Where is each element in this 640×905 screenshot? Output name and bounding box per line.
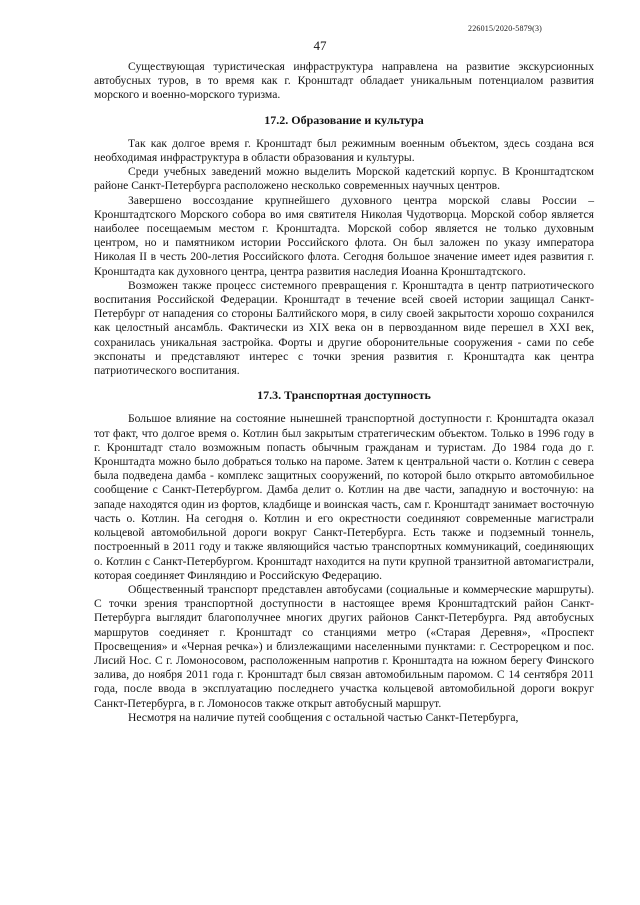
paragraph: Возможен также процесс системного превращения г. Кронштадта в центр патриотического воспитания Российской Федерации. Кронштадт в течение всей своей истории защищал Санкт-Петербург от нападения со стороны Балтийского моря, в силу своей закрытости хорошо сохранился как целостный ансамбль. Фактически из XIX века он в первозданном виде перешел в XXI век, сохранилась уникальная застройка. Форты и другие оборонительные сооружения - сами по себе экспонаты и представляют интерес с точки зрения развития г. Кронштадта как центра патриотического воспитания. xyxy=(94,278,594,378)
section-heading-transport: 17.3. Транспортная доступность xyxy=(257,388,431,403)
intro-paragraph: Существующая туристическая инфраструктура направлена на развитие экскурсионных автобусных туров, в то время как г. Кронштадт обладает уникальным потенциалом развития морского и военно-морского туризма. xyxy=(94,60,594,102)
paragraph: Среди учебных заведений можно выделить Морской кадетский корпус. В Кронштадтском районе Санкт-Петербурга расположено несколько современных научных центров. xyxy=(94,165,594,193)
paragraph: Так как долгое время г. Кронштадт был режимным военным объектом, здесь создана вся необходимая инфраструктура в области образования и культуры. xyxy=(94,136,594,165)
paragraph: Несмотря на наличие путей сообщения с остальной частью Санкт-Петербурга, xyxy=(128,710,519,724)
document-id: 226015/2020-5879(3) xyxy=(468,24,543,33)
section-heading-education: 17.2. Образование и культура xyxy=(264,112,424,127)
page-number: 47 xyxy=(313,38,327,53)
paragraph: Завершено воссоздание крупнейшего духовного центра морской славы России – Кронштадтского Морского собора во имя святителя Николая Чудотворца. Морской собор является наиболее посещаемым местом г. Кронштадта. Морской собор является не только духовным центром, но и памятником истории Российского флота. Он был заложен по указу императора Николая II в честь 200-летия Российского флота. Сегодня большое значение имеет идея развития г. Кронштадта как духовного центра, центра развития наследия Иоанна Кронштадтского. xyxy=(94,193,594,278)
paragraph: Общественный транспорт представлен автобусами (социальные и коммерческие маршруты). С точки зрения транспортной доступности в настоящее время Кронштадтский район Санкт-Петербурга выглядит благополучнее многих других районов Санкт-Петербурга. Ряд автобусных маршрутов соединяет г. Кронштадт со станциями метро («Старая Деревня», «Проспект Просвещения» и «Черная речка») и близлежащими населенными пунктами: г. Сестрорецком и пос. Лисий Нос. С г. Ломоносовом, расположенным напротив г. Кронштадта на южном берегу Финского залива, до ноября 2011 года г. Кронштадт был связан автомобильным паромом. С 14 сентября 2011 года, после ввода в эксплуатацию последнего участка кольцевой автомобильной дороги вокруг Санкт-Петербурга, в г. Ломоносов также открыт автобусный маршрут. xyxy=(94,582,594,710)
paragraph: Большое влияние на состояние нынешней транспортной доступности г. Кронштадта оказал тот факт, что долгое время о. Котлин был закрытым стратегическим объектом. Только в 1996 году в г. Кронштадт стало возможным попасть обычным гражданам и туристам. До 1984 года до г. Кронштадта можно было добраться только на пароме. Затем к центральной части о. Котлин с севера была подведена дамба - комплекс защитных сооружений, по которой было открыто автомобильное сообщение с Санкт-Петербургом. Дамба делит о. Котлин на две части, западную и восточную: на западе находятся один из фортов, кладбище и воинская часть, сам г. Кронштадт занимает восточную часть о. Котлин. На сегодня о. Котлин и его окрестности соединяют современные магистрали кольцевой автомобильной дороги вокруг Санкт-Петербурга. Есть также и подземный тоннель, построенный в 2011 году и также являющийся частью транспортных коммуникаций, соединяющих о. Котлин с Санкт-Петербургом. Кронштадт находится на пути крупной транзитной автомагистрали, которая соединяет Финляндию и Российскую Федерацию. xyxy=(94,412,594,582)
document-body xyxy=(94,60,594,725)
